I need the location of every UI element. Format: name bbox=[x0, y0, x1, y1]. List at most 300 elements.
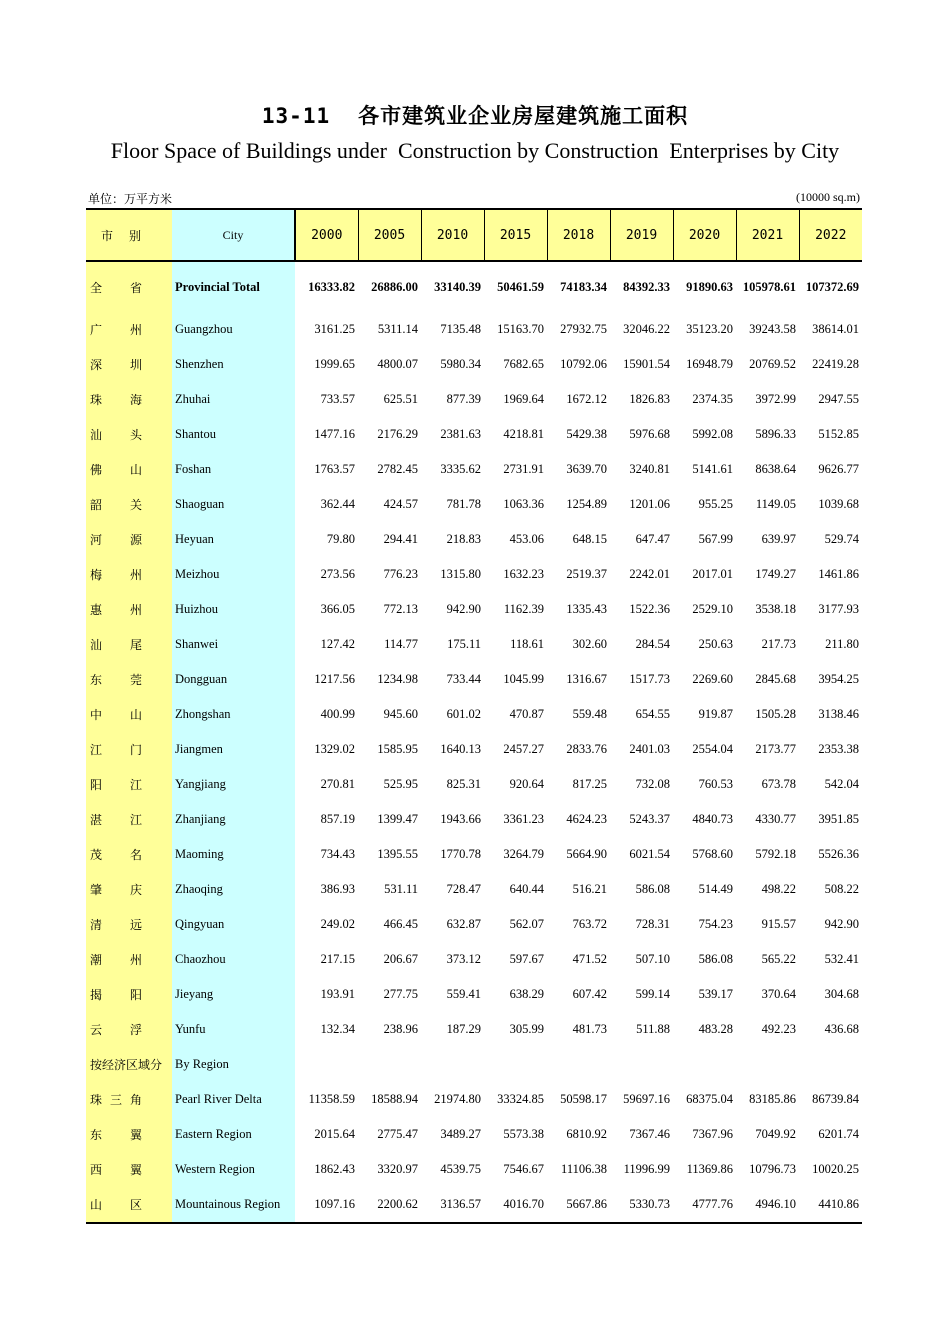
value-cell bbox=[484, 1047, 547, 1082]
value-cell: 877.39 bbox=[446, 392, 481, 406]
value-cell: 9626.77 bbox=[818, 462, 859, 476]
table-row bbox=[86, 837, 862, 872]
city-name-zh bbox=[86, 347, 172, 382]
value-cell: 11996.99 bbox=[623, 1162, 670, 1176]
value-cell: 1329.02 bbox=[314, 742, 355, 756]
city-name-en: Eastern Region bbox=[172, 1117, 295, 1152]
value-cell: 514.49 bbox=[698, 882, 733, 896]
value-cell: 370.64 bbox=[761, 987, 796, 1001]
header-year: 2019 bbox=[610, 209, 673, 261]
city-name-zh bbox=[86, 1152, 172, 1187]
header-year: 2021 bbox=[736, 209, 799, 261]
value-cell: 217.15 bbox=[320, 952, 355, 966]
value-cell: 567.99 bbox=[698, 532, 733, 546]
header-city-en: City bbox=[172, 209, 295, 261]
value-cell: 2242.01 bbox=[629, 567, 670, 581]
value-cell: 562.07 bbox=[509, 917, 544, 931]
city-name-zh bbox=[86, 662, 172, 697]
value-cell: 2353.38 bbox=[818, 742, 859, 756]
value-cell: 640.44 bbox=[509, 882, 544, 896]
city-name-zh bbox=[86, 382, 172, 417]
value-cell: 565.22 bbox=[761, 952, 796, 966]
city-name-zh-text: 汕头 bbox=[90, 428, 142, 442]
value-cell: 6021.54 bbox=[629, 847, 670, 861]
value-cell: 2457.27 bbox=[503, 742, 544, 756]
table-row bbox=[86, 1012, 862, 1047]
value-cell bbox=[421, 1047, 484, 1082]
header-row bbox=[86, 209, 862, 261]
value-cell: 772.13 bbox=[383, 602, 418, 616]
value-cell: 734.43 bbox=[320, 847, 355, 861]
value-cell: 5152.85 bbox=[818, 427, 859, 441]
value-cell: 1522.36 bbox=[629, 602, 670, 616]
value-cell: 294.41 bbox=[383, 532, 418, 546]
value-cell: 32046.22 bbox=[623, 322, 670, 336]
value-cell: 238.96 bbox=[383, 1022, 418, 1036]
value-cell: 1862.43 bbox=[314, 1162, 355, 1176]
value-cell: 5330.73 bbox=[610, 1187, 673, 1223]
value-cell: 1316.67 bbox=[566, 672, 607, 686]
table-row bbox=[86, 347, 862, 382]
city-name-zh-text: 清远 bbox=[90, 918, 142, 932]
unit-row bbox=[88, 190, 862, 208]
value-cell: 33324.85 bbox=[497, 1092, 544, 1106]
value-cell: 754.23 bbox=[698, 917, 733, 931]
city-name-zh-text: 茂名 bbox=[90, 848, 142, 862]
value-cell: 7135.48 bbox=[440, 322, 481, 336]
value-cell: 1632.23 bbox=[503, 567, 544, 581]
value-cell: 760.53 bbox=[698, 777, 733, 791]
header-year: 2000 bbox=[295, 209, 358, 261]
city-name-en: Mountainous Region bbox=[172, 1187, 295, 1223]
value-cell: 2381.63 bbox=[440, 427, 481, 441]
table-body bbox=[86, 261, 862, 1223]
value-cell: 7049.92 bbox=[755, 1127, 796, 1141]
city-name-zh bbox=[86, 522, 172, 557]
value-cell: 4624.23 bbox=[566, 812, 607, 826]
value-cell: 4800.07 bbox=[377, 357, 418, 371]
city-name-en: Chaozhou bbox=[172, 942, 295, 977]
city-name-zh bbox=[86, 942, 172, 977]
city-name-zh-text: 山区 bbox=[90, 1198, 142, 1212]
value-cell: 11106.38 bbox=[561, 1162, 607, 1176]
value-cell: 7546.67 bbox=[503, 1162, 544, 1176]
value-cell: 118.61 bbox=[510, 637, 544, 651]
value-cell: 436.68 bbox=[824, 1022, 859, 1036]
value-cell: 466.45 bbox=[383, 917, 418, 931]
city-name-en: Shanwei bbox=[172, 627, 295, 662]
value-cell: 284.54 bbox=[635, 637, 670, 651]
value-cell: 817.25 bbox=[572, 777, 607, 791]
value-cell: 733.44 bbox=[446, 672, 481, 686]
value-cell: 1517.73 bbox=[629, 672, 670, 686]
value-cell: 559.48 bbox=[572, 707, 607, 721]
value-cell: 5992.08 bbox=[692, 427, 733, 441]
value-cell: 1045.99 bbox=[503, 672, 544, 686]
value-cell: 4946.10 bbox=[736, 1187, 799, 1223]
value-cell: 4410.86 bbox=[799, 1187, 862, 1223]
city-name-zh-text: 按经济区域分 bbox=[90, 1058, 163, 1072]
value-cell: 470.87 bbox=[509, 707, 544, 721]
value-cell: 132.34 bbox=[320, 1022, 355, 1036]
value-cell: 211.80 bbox=[825, 637, 859, 651]
value-cell: 4777.76 bbox=[673, 1187, 736, 1223]
value-cell: 10796.73 bbox=[749, 1162, 796, 1176]
city-name-en: Pearl River Delta bbox=[172, 1082, 295, 1117]
value-cell: 3954.25 bbox=[818, 672, 859, 686]
value-cell: 6810.92 bbox=[566, 1127, 607, 1141]
value-cell: 1826.83 bbox=[629, 392, 670, 406]
city-name-zh-text: 湛江 bbox=[90, 813, 142, 827]
value-cell: 3538.18 bbox=[755, 602, 796, 616]
value-cell: 2833.76 bbox=[566, 742, 607, 756]
value-cell: 5526.36 bbox=[818, 847, 859, 861]
value-cell: 673.78 bbox=[761, 777, 796, 791]
value-cell: 1640.13 bbox=[440, 742, 481, 756]
value-cell: 4840.73 bbox=[692, 812, 733, 826]
value-cell: 516.21 bbox=[572, 882, 607, 896]
value-cell: 525.95 bbox=[383, 777, 418, 791]
table-row bbox=[86, 417, 862, 452]
value-cell: 21974.80 bbox=[434, 1092, 481, 1106]
city-name-en: Huizhou bbox=[172, 592, 295, 627]
value-cell: 386.93 bbox=[320, 882, 355, 896]
value-cell: 305.99 bbox=[509, 1022, 544, 1036]
value-cell: 273.56 bbox=[320, 567, 355, 581]
value-cell: 16333.82 bbox=[308, 280, 355, 294]
value-cell bbox=[736, 1047, 799, 1082]
value-cell: 632.87 bbox=[446, 917, 481, 931]
city-name-en: Shenzhen bbox=[172, 347, 295, 382]
value-cell: 728.31 bbox=[635, 917, 670, 931]
city-name-en: Foshan bbox=[172, 452, 295, 487]
header-year: 2015 bbox=[484, 209, 547, 261]
city-name-zh-text: 深圳 bbox=[90, 358, 142, 372]
value-cell: 26886.00 bbox=[371, 280, 418, 294]
value-cell: 304.68 bbox=[824, 987, 859, 1001]
table-row bbox=[86, 487, 862, 522]
city-name-zh-text: 梅州 bbox=[90, 568, 142, 582]
value-cell: 16948.79 bbox=[686, 357, 733, 371]
table-row bbox=[86, 662, 862, 697]
value-cell: 22419.28 bbox=[812, 357, 859, 371]
value-cell: 366.05 bbox=[320, 602, 355, 616]
table-row bbox=[86, 1082, 862, 1117]
table-row bbox=[86, 557, 862, 592]
value-cell: 2782.45 bbox=[377, 462, 418, 476]
value-cell: 1763.57 bbox=[314, 462, 355, 476]
data-table bbox=[86, 208, 862, 1224]
value-cell: 277.75 bbox=[383, 987, 418, 1001]
city-name-zh-text: 江门 bbox=[90, 743, 142, 757]
table-row bbox=[86, 522, 862, 557]
value-cell: 2554.04 bbox=[692, 742, 733, 756]
value-cell: 35123.20 bbox=[686, 322, 733, 336]
value-cell: 10020.25 bbox=[812, 1162, 859, 1176]
city-name-zh bbox=[86, 452, 172, 487]
value-cell: 424.57 bbox=[383, 497, 418, 511]
header-city-zh: 市别 bbox=[86, 209, 172, 261]
value-cell: 2401.03 bbox=[629, 742, 670, 756]
unit-label-en: (10000 sq.m) bbox=[796, 190, 860, 204]
city-name-zh bbox=[86, 732, 172, 767]
value-cell: 919.87 bbox=[698, 707, 733, 721]
value-cell: 15901.54 bbox=[623, 357, 670, 371]
value-cell: 1999.65 bbox=[314, 357, 355, 371]
value-cell: 857.19 bbox=[320, 812, 355, 826]
value-cell: 2176.29 bbox=[377, 427, 418, 441]
city-name-en: By Region bbox=[172, 1047, 295, 1082]
value-cell: 3639.70 bbox=[566, 462, 607, 476]
city-name-en: Dongguan bbox=[172, 662, 295, 697]
value-cell: 825.31 bbox=[446, 777, 481, 791]
value-cell: 511.88 bbox=[636, 1022, 670, 1036]
city-name-zh-text: 揭阳 bbox=[90, 988, 142, 1002]
value-cell: 507.10 bbox=[635, 952, 670, 966]
table-row bbox=[86, 1117, 862, 1152]
city-name-en: Zhaoqing bbox=[172, 872, 295, 907]
city-name-zh bbox=[86, 1047, 172, 1082]
city-name-en: Western Region bbox=[172, 1152, 295, 1187]
header-year: 2005 bbox=[358, 209, 421, 261]
city-name-en: Zhongshan bbox=[172, 697, 295, 732]
value-cell: 50461.59 bbox=[497, 280, 544, 294]
value-cell: 39243.58 bbox=[749, 322, 796, 336]
value-cell: 483.28 bbox=[698, 1022, 733, 1036]
value-cell: 5573.38 bbox=[503, 1127, 544, 1141]
city-name-zh-text: 汕尾 bbox=[90, 638, 142, 652]
value-cell: 542.04 bbox=[824, 777, 859, 791]
value-cell: 559.41 bbox=[446, 987, 481, 1001]
table-row bbox=[86, 767, 862, 802]
value-cell: 127.42 bbox=[320, 637, 355, 651]
value-cell: 1097.16 bbox=[295, 1187, 358, 1223]
value-cell: 175.11 bbox=[447, 637, 481, 651]
value-cell: 1969.64 bbox=[503, 392, 544, 406]
value-cell: 114.77 bbox=[384, 637, 418, 651]
value-cell: 1395.55 bbox=[377, 847, 418, 861]
unit-label-zh: 单位：万平方米 bbox=[88, 192, 173, 206]
header-year: 2010 bbox=[421, 209, 484, 261]
value-cell: 942.90 bbox=[824, 917, 859, 931]
value-cell: 3361.23 bbox=[503, 812, 544, 826]
value-cell: 3240.81 bbox=[629, 462, 670, 476]
table-row bbox=[86, 1047, 862, 1082]
value-cell: 74183.34 bbox=[560, 280, 607, 294]
value-cell: 763.72 bbox=[572, 917, 607, 931]
value-cell: 6201.74 bbox=[818, 1127, 859, 1141]
value-cell: 50598.17 bbox=[560, 1092, 607, 1106]
value-cell: 1672.12 bbox=[566, 392, 607, 406]
value-cell: 920.64 bbox=[509, 777, 544, 791]
value-cell: 84392.33 bbox=[623, 280, 670, 294]
value-cell: 638.29 bbox=[509, 987, 544, 1001]
value-cell: 1477.16 bbox=[314, 427, 355, 441]
city-name-zh-text: 韶关 bbox=[90, 498, 142, 512]
value-cell: 5664.90 bbox=[566, 847, 607, 861]
value-cell: 498.22 bbox=[761, 882, 796, 896]
value-cell: 218.83 bbox=[446, 532, 481, 546]
value-cell: 1399.47 bbox=[377, 812, 418, 826]
table-row bbox=[86, 977, 862, 1012]
city-name-en: Guangzhou bbox=[172, 312, 295, 347]
city-name-zh-text: 佛山 bbox=[90, 463, 142, 477]
city-name-zh bbox=[86, 872, 172, 907]
value-cell: 3972.99 bbox=[755, 392, 796, 406]
value-cell: 3335.62 bbox=[440, 462, 481, 476]
value-cell: 1162.39 bbox=[503, 602, 544, 616]
value-cell: 2845.68 bbox=[755, 672, 796, 686]
city-name-zh-text: 阳江 bbox=[90, 778, 142, 792]
value-cell: 11358.59 bbox=[308, 1092, 355, 1106]
value-cell: 471.52 bbox=[572, 952, 607, 966]
value-cell: 5667.86 bbox=[547, 1187, 610, 1223]
city-name-zh-text: 珠三角 bbox=[90, 1093, 142, 1107]
value-cell: 3489.27 bbox=[440, 1127, 481, 1141]
city-name-en: Jiangmen bbox=[172, 732, 295, 767]
value-cell: 5243.37 bbox=[629, 812, 670, 826]
table-row bbox=[86, 907, 862, 942]
city-name-zh bbox=[86, 261, 172, 312]
value-cell: 2775.47 bbox=[377, 1127, 418, 1141]
value-cell: 4218.81 bbox=[503, 427, 544, 441]
value-cell: 5429.38 bbox=[566, 427, 607, 441]
city-name-en: Zhuhai bbox=[172, 382, 295, 417]
value-cell: 7367.46 bbox=[629, 1127, 670, 1141]
value-cell: 362.44 bbox=[320, 497, 355, 511]
city-name-zh bbox=[86, 1082, 172, 1117]
value-cell: 10792.06 bbox=[560, 357, 607, 371]
city-name-en: Yangjiang bbox=[172, 767, 295, 802]
table-row bbox=[86, 1187, 862, 1223]
value-cell: 1461.86 bbox=[818, 567, 859, 581]
city-name-en: Provincial Total bbox=[172, 261, 295, 312]
city-name-zh bbox=[86, 767, 172, 802]
city-name-en: Qingyuan bbox=[172, 907, 295, 942]
city-name-en: Maoming bbox=[172, 837, 295, 872]
value-cell: 83185.86 bbox=[749, 1092, 796, 1106]
header-year: 2018 bbox=[547, 209, 610, 261]
value-cell: 647.47 bbox=[635, 532, 670, 546]
value-cell: 217.73 bbox=[761, 637, 796, 651]
city-name-zh-text: 潮州 bbox=[90, 953, 142, 967]
city-name-zh bbox=[86, 907, 172, 942]
city-name-zh bbox=[86, 1187, 172, 1223]
city-name-zh bbox=[86, 312, 172, 347]
value-cell: 38614.01 bbox=[812, 322, 859, 336]
city-name-zh bbox=[86, 1012, 172, 1047]
city-name-zh-text: 中山 bbox=[90, 708, 142, 722]
value-cell: 2200.62 bbox=[358, 1187, 421, 1223]
value-cell: 105978.61 bbox=[742, 280, 796, 294]
value-cell: 1505.28 bbox=[755, 707, 796, 721]
value-cell: 2374.35 bbox=[692, 392, 733, 406]
value-cell: 7367.96 bbox=[692, 1127, 733, 1141]
value-cell: 18588.94 bbox=[371, 1092, 418, 1106]
value-cell: 91890.63 bbox=[686, 280, 733, 294]
value-cell: 2017.01 bbox=[692, 567, 733, 581]
table-row bbox=[86, 802, 862, 837]
value-cell: 86739.84 bbox=[812, 1092, 859, 1106]
city-name-en: Jieyang bbox=[172, 977, 295, 1012]
header-year: 2022 bbox=[799, 209, 862, 261]
city-name-zh-text: 肇庆 bbox=[90, 883, 142, 897]
value-cell: 1335.43 bbox=[566, 602, 607, 616]
value-cell: 270.81 bbox=[320, 777, 355, 791]
value-cell: 531.11 bbox=[384, 882, 418, 896]
table-row bbox=[86, 382, 862, 417]
value-cell: 3320.97 bbox=[377, 1162, 418, 1176]
value-cell: 27932.75 bbox=[560, 322, 607, 336]
table-row bbox=[86, 312, 862, 347]
value-cell: 728.47 bbox=[446, 882, 481, 896]
city-name-en: Zhanjiang bbox=[172, 802, 295, 837]
value-cell: 1585.95 bbox=[377, 742, 418, 756]
value-cell: 539.17 bbox=[698, 987, 733, 1001]
city-name-zh bbox=[86, 697, 172, 732]
value-cell: 33140.39 bbox=[434, 280, 481, 294]
value-cell: 15163.70 bbox=[497, 322, 544, 336]
value-cell bbox=[799, 1047, 862, 1082]
value-cell: 492.23 bbox=[761, 1022, 796, 1036]
table-row bbox=[86, 627, 862, 662]
value-cell: 481.73 bbox=[572, 1022, 607, 1036]
value-cell: 1217.56 bbox=[314, 672, 355, 686]
value-cell: 187.29 bbox=[446, 1022, 481, 1036]
value-cell: 2947.55 bbox=[818, 392, 859, 406]
value-cell: 1234.98 bbox=[377, 672, 418, 686]
page-title-zh bbox=[0, 100, 950, 130]
value-cell: 1943.66 bbox=[440, 812, 481, 826]
value-cell: 639.97 bbox=[761, 532, 796, 546]
city-name-zh bbox=[86, 1117, 172, 1152]
value-cell: 2731.91 bbox=[503, 462, 544, 476]
city-name-zh bbox=[86, 557, 172, 592]
value-cell: 586.08 bbox=[635, 882, 670, 896]
header-year: 2020 bbox=[673, 209, 736, 261]
value-cell: 1315.80 bbox=[440, 567, 481, 581]
value-cell: 508.22 bbox=[824, 882, 859, 896]
value-cell: 1201.06 bbox=[629, 497, 670, 511]
city-name-en: Meizhou bbox=[172, 557, 295, 592]
city-name-zh-text: 西翼 bbox=[90, 1163, 142, 1177]
value-cell: 5311.14 bbox=[377, 322, 418, 336]
city-name-zh bbox=[86, 417, 172, 452]
value-cell: 648.15 bbox=[572, 532, 607, 546]
value-cell: 8638.64 bbox=[755, 462, 796, 476]
city-name-zh bbox=[86, 487, 172, 522]
value-cell: 601.02 bbox=[446, 707, 481, 721]
value-cell: 5896.33 bbox=[755, 427, 796, 441]
value-cell: 11369.86 bbox=[686, 1162, 733, 1176]
city-name-zh-text: 惠州 bbox=[90, 603, 142, 617]
value-cell: 20769.52 bbox=[749, 357, 796, 371]
table-code: 13-11 bbox=[261, 104, 331, 128]
city-name-zh-text: 云浮 bbox=[90, 1023, 142, 1037]
city-name-en: Heyuan bbox=[172, 522, 295, 557]
value-cell: 193.91 bbox=[320, 987, 355, 1001]
city-name-zh-text: 东莞 bbox=[90, 673, 142, 687]
table-row bbox=[86, 1152, 862, 1187]
value-cell: 945.60 bbox=[383, 707, 418, 721]
city-name-en: Yunfu bbox=[172, 1012, 295, 1047]
value-cell bbox=[610, 1047, 673, 1082]
city-name-zh bbox=[86, 977, 172, 1012]
value-cell: 1770.78 bbox=[440, 847, 481, 861]
city-name-en: Shantou bbox=[172, 417, 295, 452]
value-cell: 107372.69 bbox=[805, 280, 859, 294]
value-cell: 776.23 bbox=[383, 567, 418, 581]
